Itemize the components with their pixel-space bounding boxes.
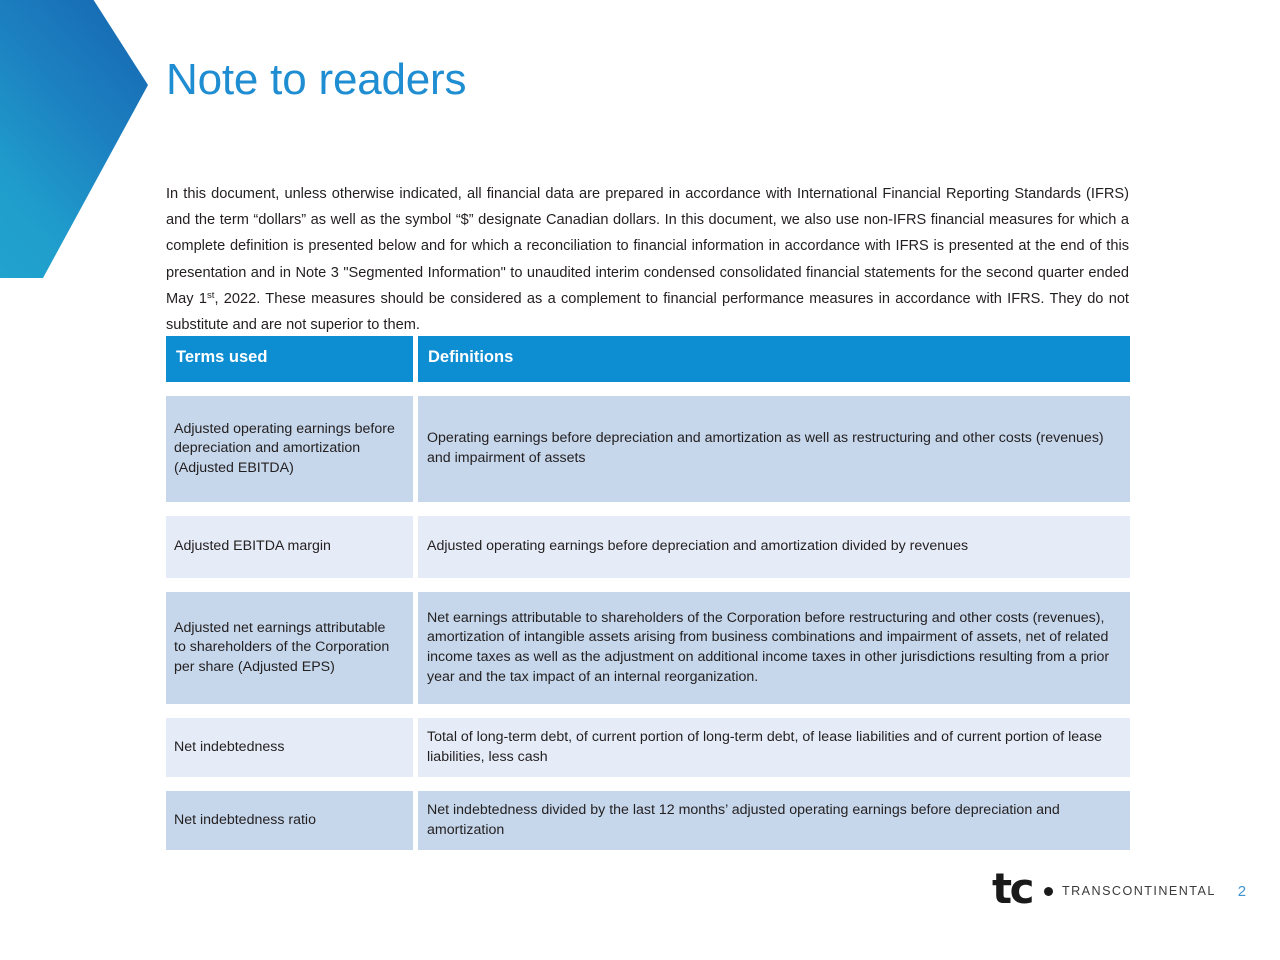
term-cell: Net indebtedness ratio <box>166 791 413 850</box>
column-header-terms: Terms used <box>166 336 413 382</box>
table-row <box>166 516 1130 578</box>
definition-cell: Net earnings attributable to shareholders of the Corporation before restructuring and other costs (revenues), amortization of intangible assets arising from business combinations and impairment of assets, net of related income taxes as well as the adjustment on additional income taxes in other jurisdictions resulting from a prior year and the tax impact of an internal reorganization. <box>418 592 1130 704</box>
intro-text-part-2: , 2022. These measures should be considered as a complement to financial performance measures in accordance with IFRS. They do not substitute and are not superior to them. <box>166 290 1129 334</box>
table-row <box>166 592 1130 704</box>
transcontinental-wordmark: TRANSCONTINENTAL <box>1061 884 1216 898</box>
term-cell: Adjusted net earnings attributable to shareholders of the Corporation per share (Adjusted EPS) <box>166 592 413 704</box>
page-number: 2 <box>1237 882 1247 900</box>
table-header-row <box>166 336 1130 382</box>
logo-dot-icon <box>1044 887 1053 896</box>
intro-superscript: st <box>206 289 215 301</box>
definition-cell: Operating earnings before depreciation and amortization as well as restructuring and other costs (revenues) and impairment of assets <box>418 396 1130 502</box>
column-header-definitions: Definitions <box>418 336 1130 382</box>
row-spacer <box>166 578 1130 592</box>
definition-cell: Net indebtedness divided by the last 12 months’ adjusted operating earnings before depreciation and amortization <box>418 791 1130 850</box>
row-spacer <box>166 704 1130 718</box>
intro-paragraph <box>166 181 1129 338</box>
table-row <box>166 791 1130 850</box>
row-spacer <box>166 502 1130 516</box>
footer-branding <box>992 864 1247 914</box>
row-spacer <box>166 777 1130 791</box>
terms-definitions-table <box>166 336 1130 850</box>
corner-arrow-decoration <box>0 0 150 285</box>
table-row <box>166 396 1130 502</box>
table-row <box>166 718 1130 777</box>
intro-text-part-1: In this document, unless otherwise indicated, all financial data are prepared in accordance with International Financial Reporting Standards (IFRS) and the term “dollars” as well as the symbol “$” designate Canadian dollars. In this document, we also use non-IFRS financial measures for which a complete definition is presented below and for which a reconciliation to financial information in accordance with IFRS is presented at the end of this presentation and in Note 3 "Segmented Information" to unaudited interim condensed consolidated financial statements for the second quarter ended May 1 <box>166 186 1129 307</box>
definition-cell: Adjusted operating earnings before depreciation and amortization divided by revenues <box>418 516 1130 578</box>
table-header-spacer <box>166 382 1130 396</box>
tc-logo-mark: tc <box>992 864 1032 913</box>
definition-cell: Total of long-term debt, of current portion of long-term debt, of lease liabilities and of current portion of lease liabilities, less cash <box>418 718 1130 777</box>
page-title: Note to readers <box>166 55 467 104</box>
term-cell: Adjusted operating earnings before depreciation and amortization (Adjusted EBITDA) <box>166 396 413 502</box>
term-cell: Adjusted EBITDA margin <box>166 516 413 578</box>
term-cell: Net indebtedness <box>166 718 413 777</box>
